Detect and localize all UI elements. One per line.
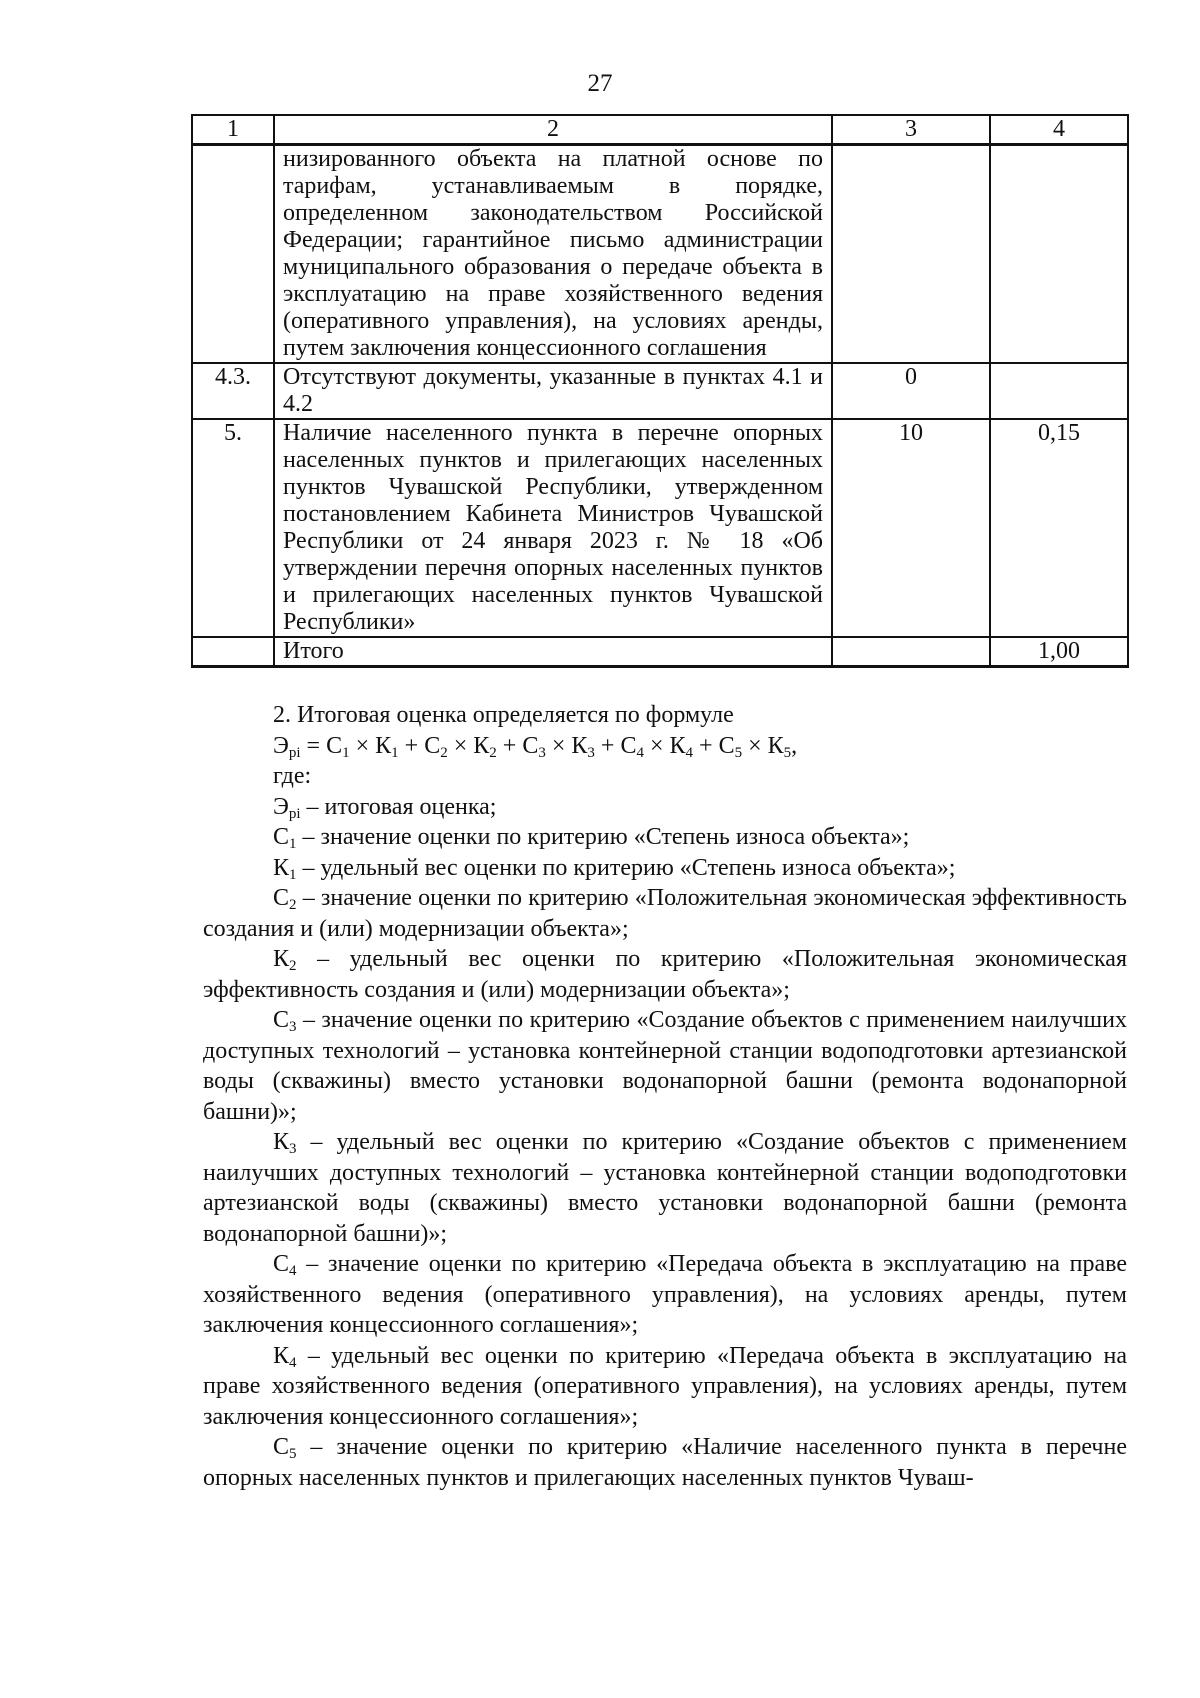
- definition: [203, 944, 1127, 1005]
- criteria-table: [191, 114, 1129, 668]
- formula-symbol: К: [473, 732, 490, 759]
- definition: [203, 1127, 1127, 1249]
- formula-subscript: 3: [538, 744, 546, 761]
- formula-subscript: 5: [783, 744, 792, 761]
- definition-symbol: К: [273, 854, 290, 881]
- formula-symbol: С: [620, 732, 637, 759]
- definition-text: – удельный вес оценки по критерию «Передача объекта в эксплуатацию на праве хозяйственного ведения (оперативного управления), на условиях аренды, путем заключения концессионного соглашения»;: [203, 1342, 1127, 1430]
- formula-subscript: 1: [342, 744, 350, 761]
- definition: [203, 1432, 1127, 1493]
- formula: $Э_{pi} = С_1 \times К_1 + С_2 \times К_2 + С_3 \times К_3 + С_4 \times К_4 + С_5 \times К_5$,: [273, 732, 798, 761]
- definition: [203, 1249, 1127, 1341]
- formula-symbol: К: [375, 732, 392, 759]
- definition-text: – итоговая оценка;: [300, 793, 497, 820]
- definition-symbol: С: [273, 824, 290, 850]
- document-body: [203, 700, 1127, 1493]
- table-total-row: [192, 637, 1128, 667]
- formula-subscript: 2: [440, 744, 448, 761]
- formula-operator: =: [300, 732, 327, 759]
- formula-symbol: С: [522, 732, 539, 759]
- formula-symbol: К: [669, 732, 686, 759]
- formula-subscript: 3: [587, 744, 595, 761]
- page-number: 27: [587, 70, 613, 97]
- definition-symbol: К: [273, 1129, 290, 1155]
- row-weight: 0,15: [990, 419, 1128, 637]
- definition-text: – значение оценки по критерию «Степень износа объекта»;: [296, 824, 910, 850]
- row-weight: 1,00: [990, 637, 1128, 667]
- definition-subscript: 4: [289, 1354, 297, 1371]
- row-number: [192, 145, 274, 364]
- definition-symbol: С: [273, 1434, 290, 1460]
- definition-subscript: 5: [289, 1446, 297, 1462]
- definition: [203, 822, 1127, 853]
- formula-subscript: 2: [489, 744, 497, 761]
- formula-symbol: С: [718, 732, 735, 759]
- header-cell: 3: [832, 115, 990, 145]
- row-weight: [990, 145, 1128, 364]
- definition-symbol: К: [273, 1342, 290, 1369]
- row-score: 0: [832, 363, 990, 419]
- row-number: 4.3.: [192, 363, 274, 419]
- formula-subscript: 4: [685, 744, 694, 761]
- row-score: 10: [832, 419, 990, 637]
- definition: [203, 792, 1127, 823]
- formula-subscript: 5: [734, 744, 743, 761]
- formula-intro: 2. Итоговая оценка определяется по формуле: [273, 702, 734, 728]
- row-score: [832, 145, 990, 364]
- definition-symbol: С: [273, 1007, 290, 1033]
- header-cell: 2: [274, 115, 832, 145]
- definition-text: – значение оценки по критерию «Создание объектов с применением наилучших доступных технологий – установка контейнерной станции водоподготовки артезианской воды (скважины) вместо установки водонапорной башни (ремонта водонапорной башни)»;: [203, 1007, 1127, 1125]
- definition: [203, 1341, 1127, 1433]
- definition-text: – удельный вес оценки по критерию «Создание объектов с применением наилучших доступных технологий – установка контейнерной станции водоподготовки артезианской воды (скважины) вместо установки водонапорной башни (ремонта водонапорной башни)»;: [203, 1129, 1127, 1247]
- row-description: Наличие населенного пункта в перечне опорных населенных пунктов и прилегающих населенных пунктов Чувашской Республики, утвержденном постановлением Кабинета Министров Чувашской Республики от 24 января 2023 г. № 18 «Об утверждении перечня опорных населенных пунктов и прилегающих населенных пунктов Чувашской Республики»: [274, 419, 832, 637]
- formula-symbol: С: [326, 732, 343, 759]
- formula-symbol: К: [571, 732, 588, 759]
- row-number: [192, 637, 274, 667]
- definition: [203, 883, 1127, 944]
- header-cell: 4: [990, 115, 1128, 145]
- definition-symbol: К: [273, 946, 290, 972]
- definition-subscript: 1: [289, 836, 297, 852]
- table-row: [192, 145, 1128, 364]
- definition-symbol: С: [273, 885, 290, 911]
- table-row: [192, 419, 1128, 637]
- formula-symbol: Э: [273, 732, 289, 759]
- formula-symbol: К: [767, 732, 784, 759]
- formula-subscript: pi: [288, 744, 301, 761]
- definition-text: – значение оценки по критерию «Положительная экономическая эффективность создания и (или) модернизации объекта»;: [203, 885, 1127, 942]
- definition-symbol: Э: [273, 793, 289, 820]
- row-number: 5.: [192, 419, 274, 637]
- definition-text: – значение оценки по критерию «Наличие населенного пункта в перечне опорных населенных пунктов и прилегающих населенных пунктов Чуваш-: [203, 1434, 1127, 1491]
- row-description: Отсутствуют документы, указанные в пунктах 4.1 и 4.2: [274, 363, 832, 419]
- definition-subscript: 2: [289, 958, 297, 974]
- definition-subscript: 4: [289, 1263, 297, 1279]
- formula-subscript: 4: [636, 744, 644, 761]
- definition-text: – удельный вес оценки по критерию «Положительная экономическая эффективность создания и (или) модернизации объекта»;: [203, 946, 1127, 1003]
- definition: [203, 1005, 1127, 1127]
- where-label: где:: [273, 763, 312, 789]
- row-weight: [990, 363, 1128, 419]
- definition-subscript: pi: [288, 805, 301, 822]
- formula-symbol: С: [424, 732, 441, 759]
- definition-subscript: 1: [289, 866, 297, 883]
- formula-subscript: 1: [391, 744, 399, 761]
- table-row: [192, 363, 1128, 419]
- definition-text: – значение оценки по критерию «Передача объекта в эксплуатацию на праве хозяйственного ведения (оперативного управления), на условиях аренды, путем заключения концессионного соглашения»;: [203, 1251, 1127, 1338]
- row-description: низированного объекта на платной основе по тарифам, устанавливаемым в порядке, определенном законодательством Российской Федерации; гарантийное письмо администрации муниципального образования о передаче объекта в эксплуатацию на праве хозяйственного ведения (оперативного управления), на условиях аренды, путем заключения концессионного соглашения: [274, 145, 832, 364]
- definition-subscript: 3: [289, 1019, 297, 1035]
- definition-subscript: 2: [289, 897, 297, 913]
- definition: [203, 853, 1127, 884]
- definition-symbol: С: [273, 1251, 290, 1277]
- header-cell: 1: [192, 115, 274, 145]
- definition-subscript: 3: [289, 1141, 297, 1157]
- row-description: Итого: [274, 637, 832, 667]
- table-header-row: [192, 115, 1128, 145]
- definition-text: – удельный вес оценки по критерию «Степень износа объекта»;: [296, 854, 956, 881]
- row-score: [832, 637, 990, 667]
